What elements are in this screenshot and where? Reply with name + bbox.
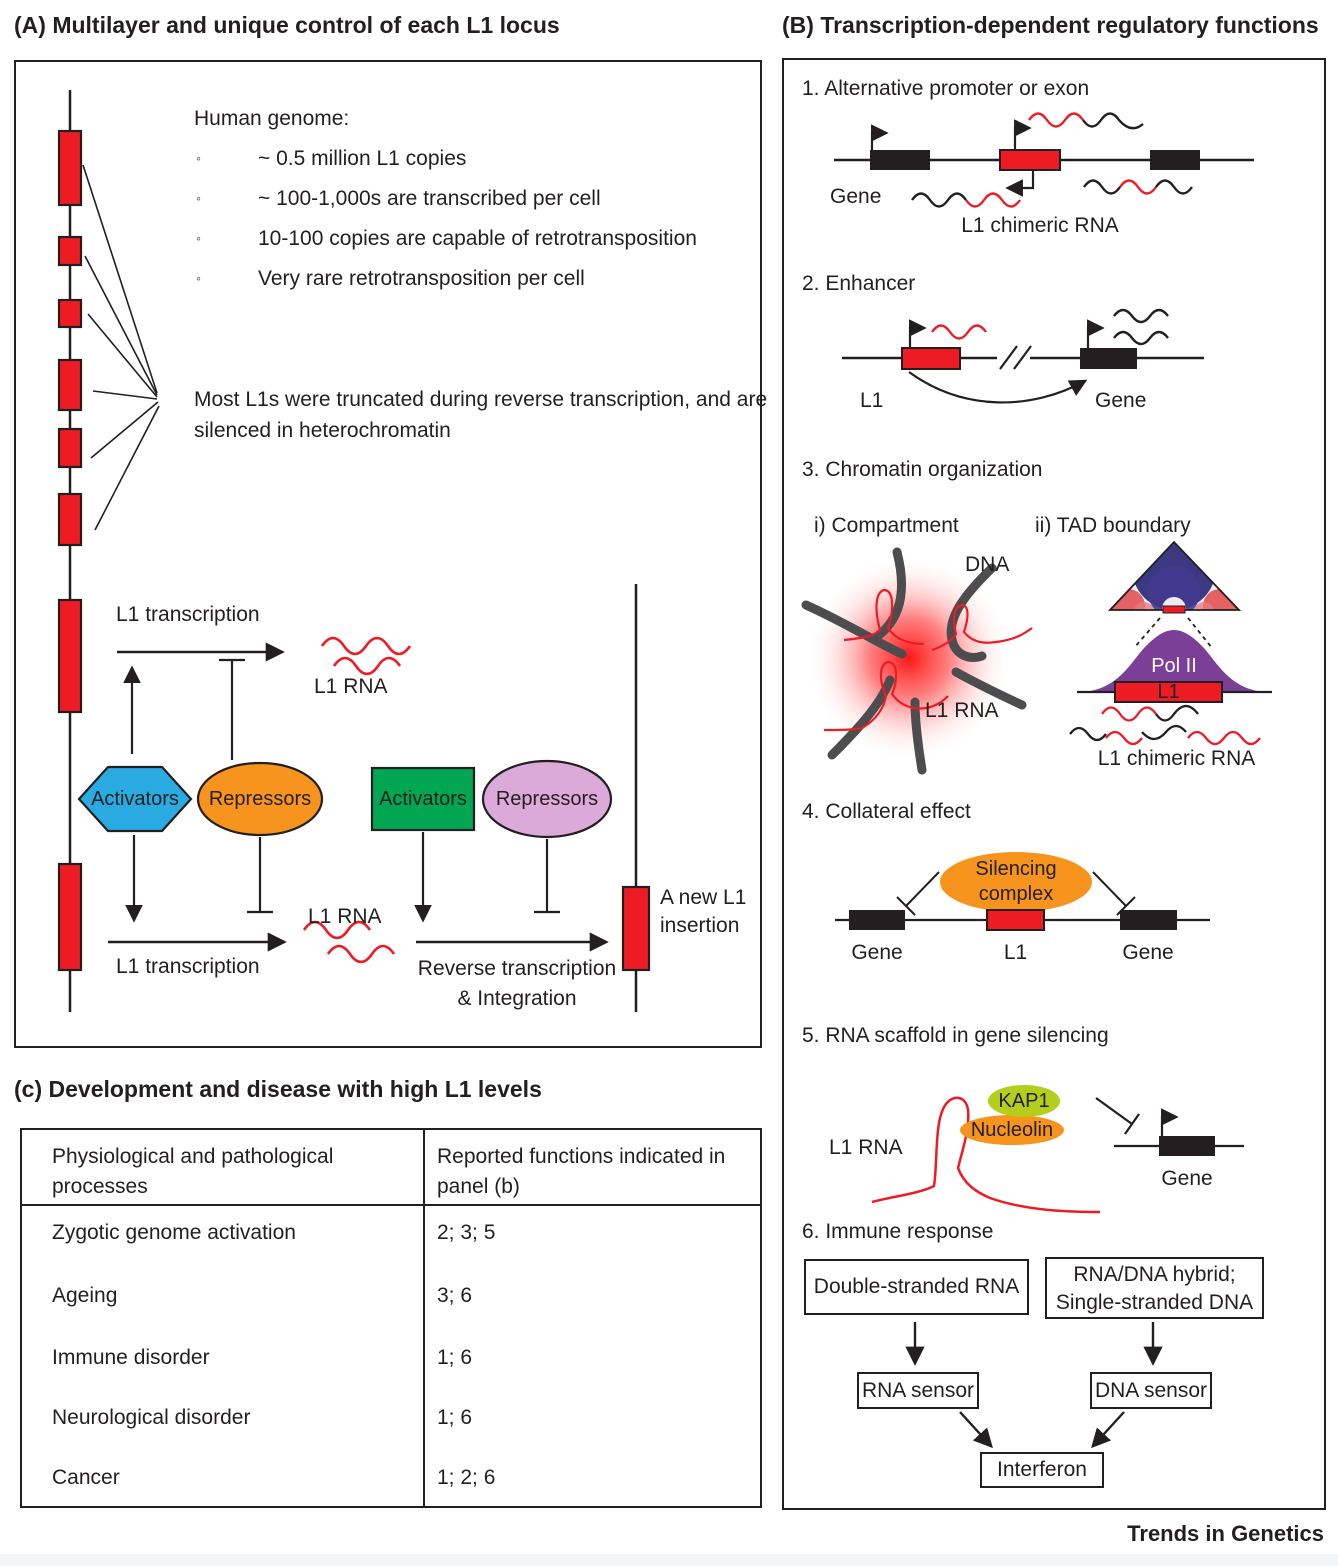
bullet-icon: ◦ xyxy=(196,230,201,246)
pol2-label: Pol II xyxy=(1151,655,1197,677)
hybrid-line1: RNA/DNA hybrid; xyxy=(1073,1263,1236,1286)
l1-rna-label-bottom: L1 RNA xyxy=(308,905,382,928)
table-column-divider xyxy=(423,1130,425,1506)
new-insertion-label: A new L1 insertion xyxy=(660,886,747,937)
antisense-rna-black-squiggle xyxy=(912,194,966,207)
l1-locus-box xyxy=(59,600,81,712)
row-functions: 1; 6 xyxy=(437,1406,473,1429)
right-rna-black-squiggle-1 xyxy=(1084,181,1120,194)
row-functions: 1; 6 xyxy=(437,1346,473,1369)
l1-locus-box xyxy=(59,360,81,410)
table-header-processes: Physiological and pathological processes xyxy=(52,1145,334,1198)
panel-b-box xyxy=(782,58,1326,1510)
s4-l1-label: L1 xyxy=(1003,941,1028,964)
l1-rna-label-top: L1 RNA xyxy=(314,675,388,698)
l1-promoter-arrow-icon xyxy=(910,328,924,348)
enhancer-loop-arrow xyxy=(909,372,1085,402)
repressor-up-tbar xyxy=(219,660,245,760)
row-process: Zygotic genome activation xyxy=(52,1221,296,1244)
repressor-down-tbar-right xyxy=(534,839,560,912)
panel-b-title: (B) Transcription-dependent regulatory functions xyxy=(782,12,1319,38)
table-header-divider xyxy=(22,1204,760,1206)
l1-transcription-label-top: L1 transcription xyxy=(116,603,260,626)
l1-box-label: L1 xyxy=(1157,681,1180,703)
l1-rna-squiggle xyxy=(932,326,986,339)
rna-sensor-to-interferon-arrow xyxy=(960,1412,991,1446)
gene-promoter-arrow-icon xyxy=(1088,328,1102,348)
gene-promoter-arrow-icon xyxy=(1162,1117,1176,1136)
right-rna-black-squiggle-2 xyxy=(1156,181,1192,194)
s5-l1-rna-label: L1 RNA xyxy=(829,1136,903,1159)
l1-sense-promoter-arrow-icon xyxy=(1015,128,1029,150)
l1-box xyxy=(1000,150,1060,170)
s4-heading: 4. Collateral effect xyxy=(802,800,971,823)
l1-locus-box xyxy=(59,300,81,327)
dna-label: DNA xyxy=(965,553,1010,576)
row-process: Cancer xyxy=(52,1466,120,1489)
inhibition-tbar-left xyxy=(897,872,939,915)
table-header-functions: Reported functions indicated in panel (b) xyxy=(437,1145,726,1198)
chimeric-rna-red-squiggle xyxy=(1029,114,1083,127)
repressors-label-left: Repressors xyxy=(208,788,312,810)
row-functions: 1; 2; 6 xyxy=(437,1466,496,1489)
l1-locus-box xyxy=(59,237,81,265)
reverse-transcription-label xyxy=(404,954,630,1014)
row-functions: 2; 3; 5 xyxy=(437,1221,496,1244)
s3-tad-heading: ii) TAD boundary xyxy=(1035,514,1191,537)
bullet-text: 10-100 copies are capable of retrotransposition xyxy=(258,227,697,250)
s2-l1-label: L1 xyxy=(860,389,884,412)
rna-sensor-box: RNA sensor xyxy=(857,1372,979,1409)
reverse-transcription-line1: Reverse transcription xyxy=(417,957,617,980)
gene-rna-squiggle-2 xyxy=(1114,332,1168,344)
l1-antisense-promoter-arrow-icon xyxy=(1008,170,1033,188)
bullet-item xyxy=(196,267,585,291)
s1-gene-label: Gene xyxy=(830,185,882,208)
s2-diagram xyxy=(842,310,1204,402)
journal-footer: Trends in Genetics xyxy=(1127,1521,1324,1546)
gene-box xyxy=(1159,1136,1215,1156)
activators-label-left: Activators xyxy=(91,788,179,810)
s1-heading: 1. Alternative promoter or exon xyxy=(802,77,1090,100)
s4-gene-right-label: Gene xyxy=(1122,941,1174,964)
s1-diagram xyxy=(834,114,1254,207)
bullet-text: Very rare retrotransposition per cell xyxy=(258,267,585,290)
reverse-transcription-line2: & Integration xyxy=(457,987,577,1010)
s1-chimeric-label: L1 chimeric RNA xyxy=(961,214,1119,237)
panel-a-box xyxy=(14,60,768,1048)
hybrid-box xyxy=(1045,1257,1264,1319)
s5-heading: 5. RNA scaffold in gene silencing xyxy=(802,1024,1109,1047)
gene-rna-squiggle-1 xyxy=(1114,310,1168,322)
bullet-text: ~ 0.5 million L1 copies xyxy=(258,147,467,170)
s2-gene-label: Gene xyxy=(1095,389,1147,412)
silencing-line1: Silencing xyxy=(975,858,1057,880)
inhibition-tbar-right xyxy=(1093,872,1135,915)
silencing-line2: complex xyxy=(978,883,1054,905)
bullet-icon: ◦ xyxy=(196,150,201,166)
s3-compartment-heading: i) Compartment xyxy=(814,514,959,537)
silencing-complex-label xyxy=(940,857,1092,907)
repressor-down-tbar-left xyxy=(247,837,273,912)
row-process: Neurological disorder xyxy=(52,1406,251,1429)
l1-box xyxy=(987,910,1044,930)
l1-locus-box xyxy=(59,429,81,467)
antisense-rna-red-squiggle xyxy=(966,194,1020,207)
s2-heading: 2. Enhancer xyxy=(802,272,916,295)
l1-rna-label: L1 RNA xyxy=(925,699,999,722)
bullet-item xyxy=(196,187,601,211)
gene-box-2 xyxy=(1150,150,1200,170)
s4-gene-left-label: Gene xyxy=(851,941,903,964)
gene-box-left xyxy=(849,910,905,930)
nucleolin-label: Nucleolin xyxy=(970,1119,1054,1141)
bullet-text: ~ 100-1,000s are transcribed per cell xyxy=(258,187,601,210)
dna-sensor-box: DNA sensor xyxy=(1090,1372,1212,1409)
panel-c-title: (c) Development and disease with high L1 levels xyxy=(14,1076,542,1102)
panel-c-table xyxy=(20,1128,762,1508)
l1-rna-squiggle-top xyxy=(322,638,410,674)
bullet-icon: ◦ xyxy=(196,190,201,206)
right-rna-red-squiggle xyxy=(1120,181,1156,194)
gene-box-right xyxy=(1120,910,1177,930)
human-genome-heading: Human genome: xyxy=(194,107,350,130)
l1-locus-box xyxy=(59,131,81,205)
tad-l1-mini-box xyxy=(1163,606,1185,613)
gene-box xyxy=(870,150,930,170)
l1-locus-box xyxy=(59,864,81,970)
promoter-arrow-icon xyxy=(872,133,886,152)
kap1-label: KAP1 xyxy=(998,1090,1050,1112)
bullet-item xyxy=(196,227,697,251)
s3-tad-boundary xyxy=(1070,526,1272,744)
dsrna-box: Double-stranded RNA xyxy=(804,1259,1029,1315)
bullet-icon: ◦ xyxy=(196,270,201,286)
s6-heading: 6. Immune response xyxy=(802,1220,994,1243)
panel-a-title: (A) Multilayer and unique control of each L1 locus xyxy=(14,12,560,38)
s3-compartment xyxy=(805,552,1032,770)
chimeric-rna-black-squiggle xyxy=(1083,114,1143,129)
s5-gene-label: Gene xyxy=(1161,1167,1213,1190)
l1-enhancer-box xyxy=(902,348,960,369)
s3-chimeric-label: L1 chimeric RNA xyxy=(1097,747,1256,770)
l1-locus-box xyxy=(59,494,81,545)
gene-box xyxy=(1080,348,1137,369)
l1-rna-scaffold-curve xyxy=(872,1098,1100,1212)
hybrid-line2: Single-stranded DNA xyxy=(1055,1291,1254,1314)
row-functions: 3; 6 xyxy=(437,1284,473,1307)
s3-heading: 3. Chromatin organization xyxy=(802,458,1043,481)
row-process: Ageing xyxy=(52,1284,118,1307)
locus-pointer-lines xyxy=(83,165,159,530)
repressors-label-right: Repressors xyxy=(495,788,599,810)
truncation-note: Most L1s were truncated during reverse transcription, and are silenced in heterochromatin xyxy=(194,388,768,442)
interferon-box: Interferon xyxy=(980,1452,1104,1488)
activators-label-right: Activators xyxy=(379,788,467,810)
dna-sensor-to-interferon-arrow xyxy=(1093,1412,1124,1446)
break-slash-icon xyxy=(1000,346,1017,369)
l1-transcription-label-bottom: L1 transcription xyxy=(116,955,260,978)
bullet-item xyxy=(196,147,466,171)
row-process: Immune disorder xyxy=(52,1346,210,1369)
bottom-strip xyxy=(0,1554,1338,1566)
break-slash-icon xyxy=(1014,346,1031,369)
inhibition-tbar xyxy=(1096,1098,1139,1134)
chimeric-rna-squiggles xyxy=(1070,706,1260,744)
